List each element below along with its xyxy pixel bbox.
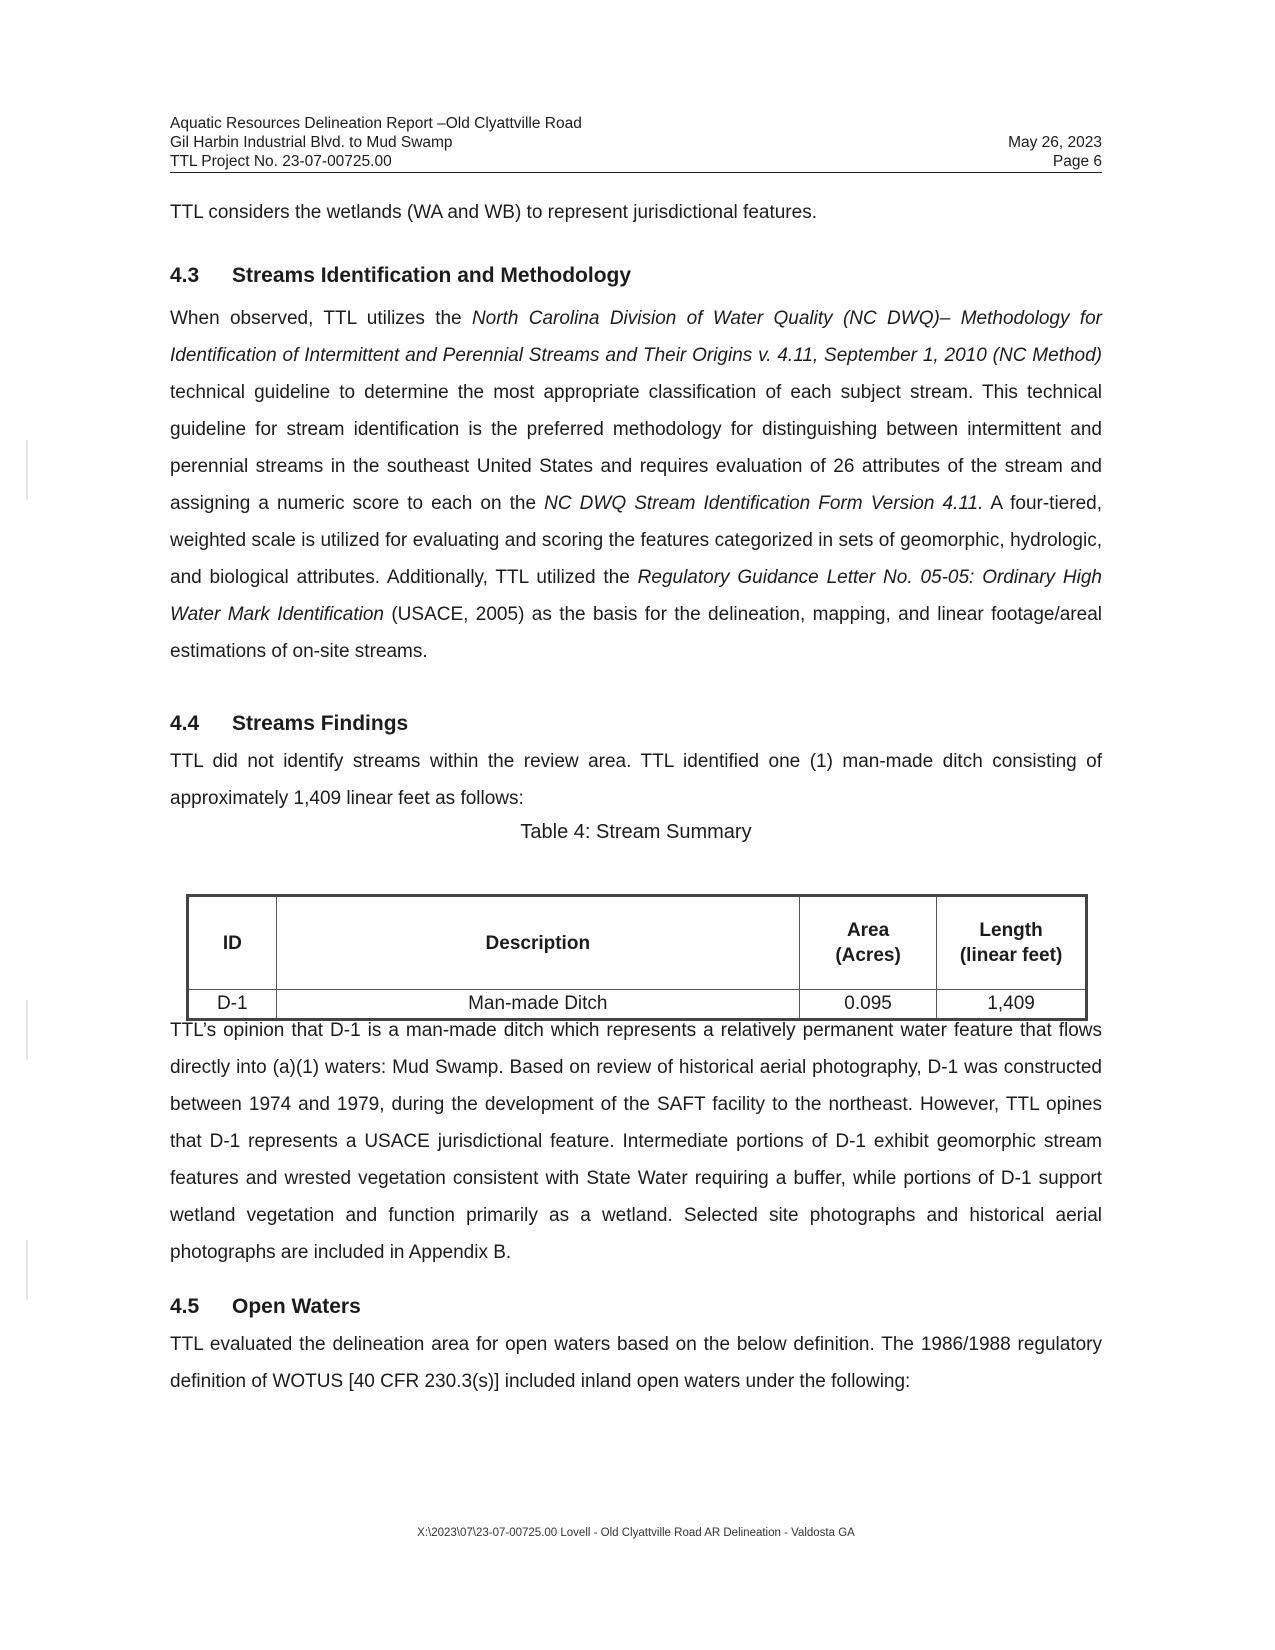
- column-header-id: ID: [188, 896, 277, 990]
- text-run: (USACE, 2005) as the basis for the delineation, mapping, and linear footage/areal estimations of on-site streams.: [170, 604, 1102, 662]
- cell-description: Man-made Ditch: [276, 990, 799, 1020]
- section-title: Streams Identification and Methodology: [232, 264, 632, 287]
- header-text: Area: [846, 920, 890, 941]
- section-title: Streams Findings: [232, 712, 409, 735]
- scan-artifact: [26, 1000, 28, 1060]
- page-footer-file-path: X:\2023\07\23-07-00725.00 Lovell - Old Clyattville Road AR Delineation - Valdosta GA: [417, 1527, 855, 1539]
- page-header: [170, 114, 1102, 173]
- column-header-length: [937, 896, 1087, 990]
- cell-area: 0.095: [799, 990, 936, 1020]
- section-4-5-paragraph: [170, 1326, 1102, 1400]
- section-heading-4-3: [170, 263, 631, 289]
- header-text: Length: [979, 920, 1043, 941]
- section-4-4-paragraph: [170, 743, 1102, 817]
- stream-summary-table: [186, 894, 1088, 1021]
- header-project-number: TTL Project No. 23-07-00725.00: [170, 153, 392, 170]
- reference-nc-method: North Carolina Division of Water Quality (NC DWQ)– Methodology for Identification of Intermittent and Perennial Streams and Their Origins v. 4.11, September 1, 2010 (NC Method): [170, 308, 1103, 366]
- text-run: technical guideline to determine the most appropriate classification of each subject stream. This technical guideline for stream identification is the preferred methodology for distinguishing between intermittent and perennial streams in the southeast United States and requires evaluation of 26 attributes of the stream and assigning a numeric score to each on the: [170, 382, 1102, 514]
- ditch-opinion-text: TTL’s opinion that D-1 is a man-made ditch which represents a relatively permanent water feature that flows directly into (a)(1) waters: Mud Swamp. Based on review of historical aerial photography, D-1 was constructed between 1974 and 1979, during the development of the SAFT facility to the northeast. However, TTL opines that D-1 represents a USACE jurisdictional feature. Intermediate portions of D-1 exhibit geomorphic stream features and wrested vegetation consistent with State Water requiring a buffer, while portions of D-1 support wetland vegetation and function primarily as a wetland. Selected site photographs and historical aerial photographs are included in Appendix B.: [170, 1020, 1102, 1263]
- section-4-4-paragraph-2: [170, 1012, 1102, 1271]
- section-heading-4-4: [170, 711, 408, 737]
- table-header-row: [188, 896, 1087, 990]
- header-text: (linear feet): [959, 945, 1063, 966]
- column-header-area: [799, 896, 936, 990]
- cell-id: D-1: [188, 990, 277, 1020]
- header-left: [170, 114, 1102, 171]
- methodology-text: [170, 300, 1102, 670]
- table-caption: Table 4: Stream Summary: [520, 821, 752, 843]
- intro-paragraph: [170, 194, 1102, 231]
- text-run: A four-tiered, weighted scale is utilized for evaluating and scoring the features categorized in sets of geomorphic, hydrologic, and biological attributes. Additionally, TTL utilized the: [170, 493, 1102, 588]
- scan-artifact: [26, 440, 28, 500]
- header-page-number: Page 6: [1052, 153, 1102, 170]
- cell-length: 1,409: [937, 990, 1087, 1020]
- column-header-description: Description: [276, 896, 799, 990]
- section-title: Open Waters: [232, 1295, 361, 1318]
- header-date: May 26, 2023: [1008, 134, 1102, 151]
- header-report-title: Aquatic Resources Delineation Report –Old Clyattville Road: [170, 115, 582, 132]
- section-heading-4-5: [170, 1294, 361, 1320]
- findings-text: TTL did not identify streams within the review area. TTL identified one (1) man-made ditch consisting of approximately 1,409 linear feet as follows:: [170, 751, 1102, 809]
- reference-rgl-05-05: Regulatory Guidance Letter No. 05-05: Ordinary High Water Mark Identification: [170, 567, 1102, 625]
- text-run: When observed, TTL utilizes the: [170, 308, 472, 329]
- header-text: (Acres): [835, 945, 901, 966]
- section-number: 4.4: [170, 712, 200, 735]
- scan-artifact: [26, 1240, 28, 1300]
- intro-text: TTL considers the wetlands (WA and WB) to represent jurisdictional features.: [170, 202, 817, 223]
- header-segment: Gil Harbin Industrial Blvd. to Mud Swamp: [170, 134, 453, 151]
- open-waters-text: TTL evaluated the delineation area for open waters based on the below definition. The 1986/1988 regulatory definition of WOTUS [40 CFR 230.3(s)] included inland open waters under the following:: [170, 1334, 1102, 1392]
- section-4-3-paragraph: [170, 300, 1102, 670]
- section-number: 4.3: [170, 264, 200, 287]
- header-right: [1008, 133, 1102, 171]
- section-number: 4.5: [170, 1295, 200, 1318]
- reference-nc-dwq-form: NC DWQ Stream Identification Form Version 4.11.: [544, 493, 984, 514]
